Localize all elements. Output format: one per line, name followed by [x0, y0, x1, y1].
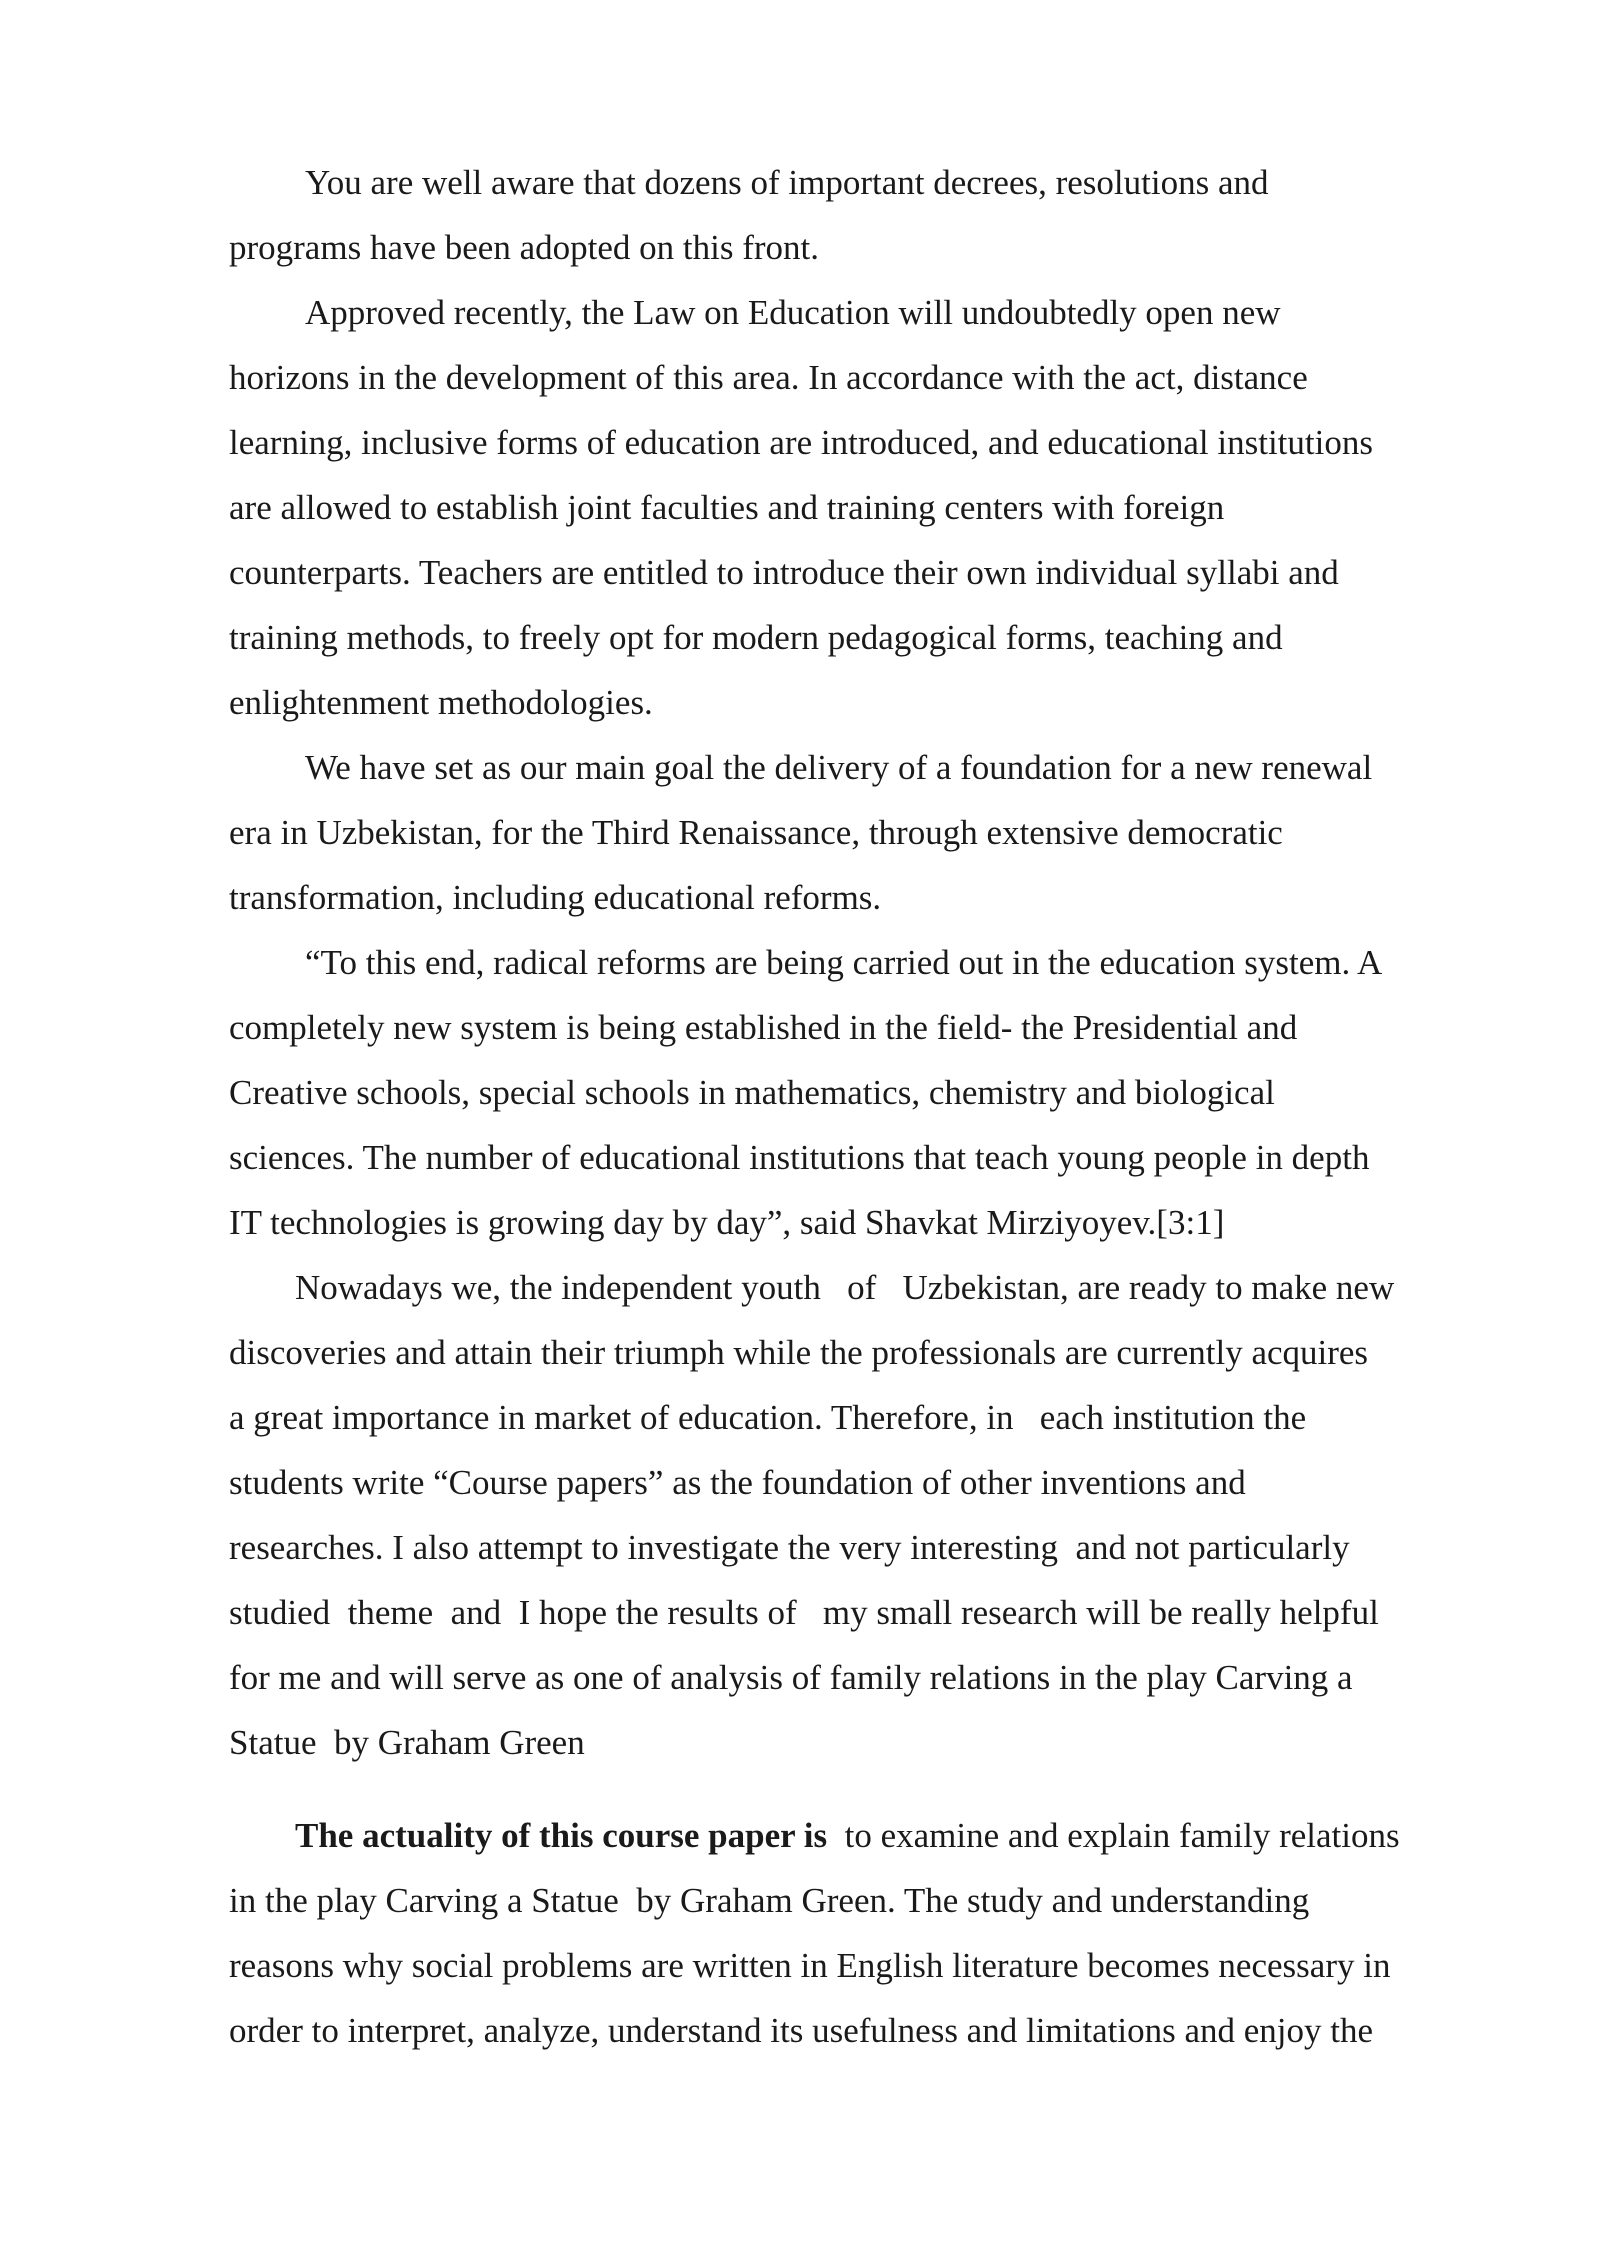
text-line: Approved recently, the Law on Education will undoubtedly open new [305, 293, 1281, 332]
text-line: You are well aware that dozens of important decrees, resolutions and [305, 163, 1269, 202]
text-line: discoveries and attain their triumph while the professionals are currently acquires [229, 1333, 1369, 1372]
text-line: IT technologies is growing day by day”, said Shavkat Mirziyoyev.[3:1] [229, 1203, 1225, 1242]
text-line: horizons in the development of this area. In accordance with the act, distance [229, 358, 1308, 397]
text-line: completely new system is being established in the field- the Presidential and [229, 1008, 1298, 1047]
text-line: transformation, including educational reforms. [229, 878, 882, 917]
text-line: “To this end, radical reforms are being carried out in the education system. A [305, 943, 1383, 982]
text-line: programs have been adopted on this front. [229, 228, 819, 267]
text-line: studied theme and I hope the results of my small research will be really helpful [229, 1593, 1379, 1632]
text-line: counterparts. Teachers are entitled to introduce their own individual syllabi and [229, 553, 1339, 592]
text-line: sciences. The number of educational institutions that teach young people in depth [229, 1138, 1370, 1177]
text-line: order to interpret, analyze, understand its usefulness and limitations and enjoy the [229, 2011, 1373, 2050]
text-line: era in Uzbekistan, for the Third Renaissance, through extensive democratic [229, 813, 1283, 852]
actuality-line [229, 1803, 1529, 1868]
text-line: reasons why social problems are written in English literature becomes necessary in [229, 1946, 1391, 1985]
text-line: Creative schools, special schools in mathematics, chemistry and biological [229, 1073, 1275, 1112]
text-line: learning, inclusive forms of education are introduced, and educational institutions [229, 423, 1373, 462]
text-line: are allowed to establish joint faculties and training centers with foreign [229, 488, 1225, 527]
body-text [229, 150, 1529, 2063]
actuality-heading: The actuality of this course paper is [295, 1816, 828, 1855]
text-line: training methods, to freely opt for modern pedagogical forms, teaching and [229, 618, 1283, 657]
text-line: enlightenment methodologies. [229, 683, 653, 722]
text-line: in the play Carving a Statue by Graham Green. The study and understanding [229, 1881, 1310, 1920]
text-line: We have set as our main goal the delivery of a foundation for a new renewal [305, 748, 1373, 787]
actuality-text: to examine and explain family relations [827, 1816, 1400, 1855]
text-line: Nowadays we, the independent youth of Uzbekistan, are ready to make new [295, 1268, 1395, 1307]
text-line: researches. I also attempt to investigate the very interesting and not particularly [229, 1528, 1350, 1567]
text-line: for me and will serve as one of analysis of family relations in the play Carving a [229, 1658, 1353, 1697]
text-line: students write “Course papers” as the foundation of other inventions and [229, 1463, 1246, 1502]
text-line: Statue by Graham Green [229, 1723, 585, 1762]
text-line: a great importance in market of education. Therefore, in each institution the [229, 1398, 1307, 1437]
